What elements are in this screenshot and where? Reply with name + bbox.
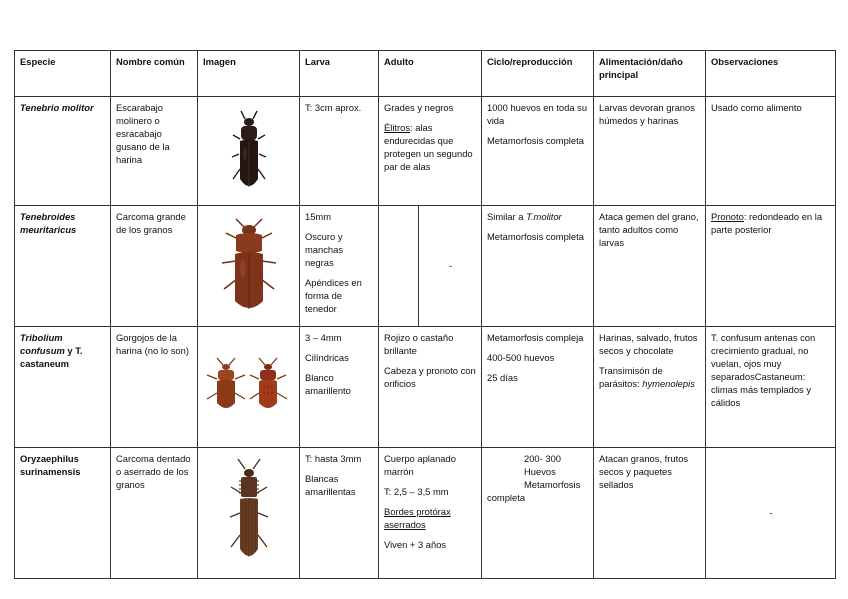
larva-cell (300, 206, 379, 327)
header-larva: Larva (300, 51, 379, 97)
food-cell (594, 326, 706, 447)
image-cell (198, 97, 300, 206)
observations-cell: T. confusum antenas con crecimiento gradual, no vuelan, ojos muy separadosCastaneum: climas más templados y cálidos (706, 326, 836, 447)
image-cell (198, 206, 300, 327)
adult-empty-cell (379, 206, 419, 327)
cycle-line: Metamorfosis (524, 478, 581, 490)
observations-cell (706, 206, 836, 327)
larva-line: Cilíndricas (305, 351, 349, 363)
cycle-line: 1000 huevos en toda su vida (487, 102, 588, 126)
pest-table (14, 50, 836, 579)
common-name-cell: Escarabajo molinero o esracabajo gusano de la harina (111, 97, 198, 206)
larva-line: Apéndices en forma de tenedor (305, 276, 362, 314)
header-nombre: Nombre común (111, 51, 198, 97)
elitros-label: Élitros (384, 121, 411, 133)
cycle-line: Huevos (524, 465, 556, 477)
observations-cell: Usado como alimento (706, 97, 836, 206)
cycle-cell (482, 326, 594, 447)
image-cell (198, 447, 300, 578)
adult-line: T: 2,5 – 3,5 mm (384, 485, 449, 497)
pronoto-text: : redondeado en la parte posterior (711, 211, 823, 235)
adult-bordes: Bordes protórax aserrados (384, 505, 451, 530)
food-line: Harinas, salvado, frutos secos y chocolate (599, 331, 698, 356)
species-name: Oryzaephilus surinamensis (20, 452, 81, 477)
header-alimentacion: Alimentación/daño principal (594, 51, 706, 97)
adult-cell (379, 326, 482, 447)
table-row (15, 97, 836, 206)
food-parasite-prefix: Transimisón de parásitos: (599, 364, 663, 389)
adult-cell (379, 97, 482, 206)
larva-line: 15mm (305, 211, 332, 222)
larva-cell (300, 447, 379, 578)
cycle-line: Metamorfosis compleja (487, 331, 584, 343)
larva-cell (300, 97, 379, 206)
image-cell (198, 326, 300, 447)
pronoto-label: Pronoto (711, 211, 744, 222)
food-cell: Ataca gemen del grano, tanto adultos como larvas (594, 206, 706, 327)
table-row (15, 447, 836, 578)
reddish-beetle-image (218, 217, 280, 315)
adult-line: Cuerpo aplanado marrón (384, 452, 456, 477)
adult-line: Grades y negros (384, 102, 454, 113)
larva-line: 3 – 4mm (305, 331, 342, 343)
table-row (15, 206, 836, 327)
cycle-line: 200- 300 (524, 452, 562, 464)
larva-line: T: 3cm aprox. (305, 102, 362, 113)
table-row (15, 326, 836, 447)
common-name-cell: Carcoma dentado o aserrado de los granos (111, 447, 198, 578)
species-cell (15, 206, 111, 327)
observations-cell: - (706, 447, 836, 578)
two-beetles-image (203, 357, 295, 417)
species-name-b: y T. castaneum (20, 344, 83, 369)
food-cell: Larvas devoran granos húmedos y harinas (594, 97, 706, 206)
cycle-cell (482, 206, 594, 327)
larva-line: Oscuro y manchas negras (305, 230, 344, 268)
cycle-line: 400-500 huevos (487, 351, 555, 363)
elitros-text: : alas endurecidas que protegen un segundo par de alas (384, 121, 473, 172)
adult-line: Viven + 3 años (384, 538, 447, 550)
larva-line: Blanco amarillento (305, 371, 351, 396)
species-cell (15, 447, 111, 578)
species-name-a: Tribolium confusum (20, 331, 65, 356)
cycle-cell (482, 97, 594, 206)
header-adulto: Adulto (379, 51, 482, 97)
species-name: Tenebrio molitor (20, 102, 94, 113)
cycle-prefix: Similar a (487, 211, 527, 222)
larva-line: Blancas amarillentas (305, 472, 356, 497)
food-cell: Atacan granos, frutos secos y paquetes sellados (594, 447, 706, 578)
header-observaciones: Observaciones (706, 51, 836, 97)
common-name-cell: Carcoma grande de los granos (111, 206, 198, 327)
food-parasite-name: hymenolepis (642, 377, 695, 389)
cycle-cell (482, 447, 594, 578)
species-cell (15, 326, 111, 447)
common-name-cell: Gorgojos de la harina (no lo son) (111, 326, 198, 447)
cycle-line: Metamorfosis completa (487, 134, 584, 146)
header-imagen: Imagen (198, 51, 300, 97)
header-especie: Especie (15, 51, 111, 97)
adult-cell (379, 447, 482, 578)
header-row (15, 51, 836, 97)
cycle-line: 25 días (487, 371, 518, 383)
adult-line: Rojizo o castaño brillante (384, 331, 454, 356)
adult-cell: - (419, 206, 482, 327)
larva-line: T: hasta 3mm (305, 452, 362, 464)
species-name: Tenebroides meuritaricus (20, 211, 77, 235)
larva-cell (300, 326, 379, 447)
species-cell (15, 97, 111, 206)
adult-line: Cabeza y pronoto con orificios (384, 364, 476, 389)
dark-beetle-image (229, 109, 269, 193)
sawtoothed-beetle-image (226, 457, 272, 569)
header-ciclo: Ciclo/reproducción (482, 51, 594, 97)
cycle-line: Metamorfosis completa (487, 230, 584, 242)
cycle-italic: T.molitor (526, 211, 562, 222)
cycle-line: completa (487, 491, 526, 503)
